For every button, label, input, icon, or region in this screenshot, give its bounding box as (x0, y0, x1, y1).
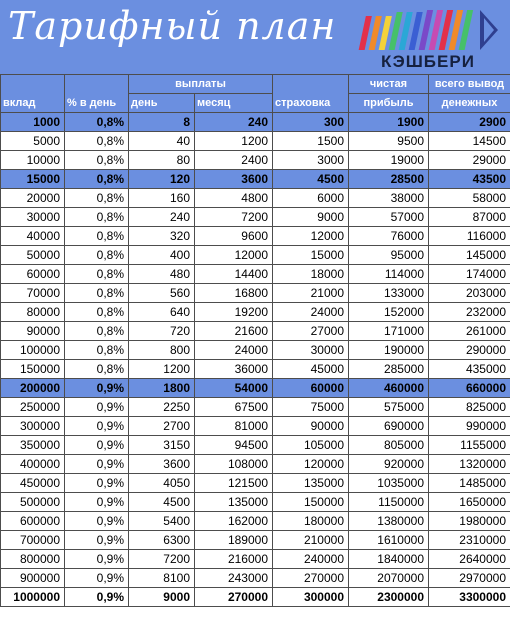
table-row (1, 170, 510, 189)
table-row (1, 208, 510, 227)
col-insurance-header: страховка (273, 75, 349, 113)
brand-logo (352, 6, 502, 72)
cell-day: 5400 (129, 512, 195, 531)
table-row (1, 151, 510, 170)
cell-net-profit: 19000 (349, 151, 429, 170)
cell-month: 7200 (195, 208, 273, 227)
cell-day: 8100 (129, 569, 195, 588)
cell-month: 240 (195, 113, 273, 132)
cell-deposit: 600000 (1, 512, 65, 531)
cell-deposit: 800000 (1, 550, 65, 569)
col-day-header: день (129, 94, 195, 113)
cell-net-profit: 575000 (349, 398, 429, 417)
cell-net-profit: 1610000 (349, 531, 429, 550)
cell-net-profit: 76000 (349, 227, 429, 246)
cell-day: 40 (129, 132, 195, 151)
table-row (1, 512, 510, 531)
cell-deposit: 1000000 (1, 588, 65, 607)
cell-percent: 0,8% (65, 246, 129, 265)
cell-total: 1155000 (429, 436, 510, 455)
cell-total: 29000 (429, 151, 510, 170)
table-row (1, 436, 510, 455)
cell-net-profit: 1380000 (349, 512, 429, 531)
cell-net-profit: 2070000 (349, 569, 429, 588)
cell-month: 243000 (195, 569, 273, 588)
cell-net-profit: 920000 (349, 455, 429, 474)
cell-deposit: 450000 (1, 474, 65, 493)
cell-deposit: 60000 (1, 265, 65, 284)
cell-deposit: 500000 (1, 493, 65, 512)
cell-month: 4800 (195, 189, 273, 208)
table-row (1, 379, 510, 398)
cell-net-profit: 190000 (349, 341, 429, 360)
cell-day: 1800 (129, 379, 195, 398)
cell-insurance: 30000 (273, 341, 349, 360)
cell-percent: 0,9% (65, 493, 129, 512)
cell-deposit: 900000 (1, 569, 65, 588)
cell-net-profit: 95000 (349, 246, 429, 265)
table-row (1, 569, 510, 588)
cell-total: 145000 (429, 246, 510, 265)
cell-total: 116000 (429, 227, 510, 246)
cell-total: 1320000 (429, 455, 510, 474)
cell-day: 800 (129, 341, 195, 360)
cell-deposit: 20000 (1, 189, 65, 208)
cell-net-profit: 690000 (349, 417, 429, 436)
cell-percent: 0,8% (65, 151, 129, 170)
col-payouts-group-header: выплаты (129, 75, 273, 94)
cell-month: 135000 (195, 493, 273, 512)
brand-name: КЭШБЕРИ (381, 52, 475, 71)
cell-total: 1485000 (429, 474, 510, 493)
cell-deposit: 200000 (1, 379, 65, 398)
cell-percent: 0,8% (65, 208, 129, 227)
col-percent-header: % в день (65, 75, 129, 113)
cell-insurance: 150000 (273, 493, 349, 512)
cell-net-profit: 1150000 (349, 493, 429, 512)
table-row (1, 113, 510, 132)
col-net-profit-header-line1: чистая (349, 75, 429, 94)
cell-insurance: 27000 (273, 322, 349, 341)
cell-insurance: 15000 (273, 246, 349, 265)
page-title: Тарифный план (8, 4, 337, 48)
cell-day: 6300 (129, 531, 195, 550)
cell-day: 480 (129, 265, 195, 284)
logo-mark-icon (352, 6, 502, 54)
cell-insurance: 300 (273, 113, 349, 132)
cell-month: 216000 (195, 550, 273, 569)
cell-percent: 0,8% (65, 113, 129, 132)
table-row (1, 493, 510, 512)
cell-percent: 0,9% (65, 569, 129, 588)
cell-total: 58000 (429, 189, 510, 208)
table-row (1, 531, 510, 550)
cell-day: 320 (129, 227, 195, 246)
cell-percent: 0,9% (65, 379, 129, 398)
cell-deposit: 80000 (1, 303, 65, 322)
cell-month: 121500 (195, 474, 273, 493)
cell-day: 4050 (129, 474, 195, 493)
cell-percent: 0,8% (65, 189, 129, 208)
cell-deposit: 15000 (1, 170, 65, 189)
cell-insurance: 75000 (273, 398, 349, 417)
cell-insurance: 210000 (273, 531, 349, 550)
cell-net-profit: 57000 (349, 208, 429, 227)
cell-net-profit: 152000 (349, 303, 429, 322)
cell-percent: 0,9% (65, 455, 129, 474)
cell-month: 67500 (195, 398, 273, 417)
cell-month: 94500 (195, 436, 273, 455)
cell-percent: 0,9% (65, 417, 129, 436)
cell-day: 3150 (129, 436, 195, 455)
cell-insurance: 300000 (273, 588, 349, 607)
cell-percent: 0,8% (65, 227, 129, 246)
cell-month: 19200 (195, 303, 273, 322)
cell-day: 80 (129, 151, 195, 170)
cell-month: 189000 (195, 531, 273, 550)
cell-insurance: 18000 (273, 265, 349, 284)
cell-net-profit: 805000 (349, 436, 429, 455)
cell-total: 825000 (429, 398, 510, 417)
cell-percent: 0,8% (65, 303, 129, 322)
cell-percent: 0,9% (65, 512, 129, 531)
cell-day: 7200 (129, 550, 195, 569)
table-row (1, 303, 510, 322)
cell-net-profit: 1840000 (349, 550, 429, 569)
cell-total: 261000 (429, 322, 510, 341)
cell-deposit: 250000 (1, 398, 65, 417)
cell-deposit: 30000 (1, 208, 65, 227)
cell-insurance: 45000 (273, 360, 349, 379)
col-total-header-line1: всего вывод (429, 75, 510, 94)
table-row (1, 398, 510, 417)
table-row (1, 360, 510, 379)
cell-percent: 0,9% (65, 531, 129, 550)
cell-month: 108000 (195, 455, 273, 474)
cell-insurance: 270000 (273, 569, 349, 588)
cell-month: 270000 (195, 588, 273, 607)
col-month-header: месяц (195, 94, 273, 113)
table-row (1, 132, 510, 151)
cell-day: 720 (129, 322, 195, 341)
cell-total: 87000 (429, 208, 510, 227)
cell-insurance: 105000 (273, 436, 349, 455)
cell-deposit: 50000 (1, 246, 65, 265)
table-row (1, 265, 510, 284)
table-row (1, 322, 510, 341)
cell-deposit: 1000 (1, 113, 65, 132)
table-body (1, 113, 510, 607)
header-banner (0, 0, 510, 74)
table-row (1, 189, 510, 208)
cell-month: 9600 (195, 227, 273, 246)
cell-deposit: 40000 (1, 227, 65, 246)
cell-month: 54000 (195, 379, 273, 398)
cell-insurance: 90000 (273, 417, 349, 436)
cell-net-profit: 114000 (349, 265, 429, 284)
tariff-table (0, 74, 510, 607)
table-row (1, 417, 510, 436)
cell-deposit: 70000 (1, 284, 65, 303)
cell-total: 660000 (429, 379, 510, 398)
cell-month: 36000 (195, 360, 273, 379)
cell-total: 203000 (429, 284, 510, 303)
cell-percent: 0,9% (65, 550, 129, 569)
cell-total: 1650000 (429, 493, 510, 512)
cell-total: 990000 (429, 417, 510, 436)
cell-insurance: 1500 (273, 132, 349, 151)
cell-month: 162000 (195, 512, 273, 531)
cell-total: 1980000 (429, 512, 510, 531)
cell-insurance: 9000 (273, 208, 349, 227)
cell-deposit: 100000 (1, 341, 65, 360)
cell-total: 2900 (429, 113, 510, 132)
cell-day: 2700 (129, 417, 195, 436)
cell-insurance: 12000 (273, 227, 349, 246)
cell-net-profit: 9500 (349, 132, 429, 151)
cell-insurance: 4500 (273, 170, 349, 189)
table-row (1, 341, 510, 360)
cell-total: 14500 (429, 132, 510, 151)
cell-percent: 0,9% (65, 474, 129, 493)
cell-insurance: 24000 (273, 303, 349, 322)
cell-month: 3600 (195, 170, 273, 189)
cell-net-profit: 133000 (349, 284, 429, 303)
cell-month: 81000 (195, 417, 273, 436)
cell-percent: 0,9% (65, 588, 129, 607)
table-row (1, 455, 510, 474)
cell-total: 290000 (429, 341, 510, 360)
cell-insurance: 21000 (273, 284, 349, 303)
cell-total: 2640000 (429, 550, 510, 569)
cell-percent: 0,8% (65, 170, 129, 189)
table-row (1, 284, 510, 303)
cell-total: 3300000 (429, 588, 510, 607)
cell-deposit: 150000 (1, 360, 65, 379)
cell-month: 2400 (195, 151, 273, 170)
cell-day: 400 (129, 246, 195, 265)
table-row (1, 588, 510, 607)
cell-deposit: 90000 (1, 322, 65, 341)
cell-day: 4500 (129, 493, 195, 512)
cell-percent: 0,9% (65, 398, 129, 417)
cell-day: 9000 (129, 588, 195, 607)
cell-day: 1200 (129, 360, 195, 379)
cell-net-profit: 38000 (349, 189, 429, 208)
cell-day: 240 (129, 208, 195, 227)
cell-deposit: 700000 (1, 531, 65, 550)
cell-day: 2250 (129, 398, 195, 417)
cell-day: 120 (129, 170, 195, 189)
cell-month: 21600 (195, 322, 273, 341)
col-deposit-header: вклад (1, 75, 65, 113)
cell-month: 14400 (195, 265, 273, 284)
cell-percent: 0,8% (65, 341, 129, 360)
cell-percent: 0,9% (65, 436, 129, 455)
cell-percent: 0,8% (65, 284, 129, 303)
cell-percent: 0,8% (65, 132, 129, 151)
cell-total: 232000 (429, 303, 510, 322)
cell-month: 16800 (195, 284, 273, 303)
cell-insurance: 180000 (273, 512, 349, 531)
cell-percent: 0,8% (65, 322, 129, 341)
cell-insurance: 135000 (273, 474, 349, 493)
cell-month: 1200 (195, 132, 273, 151)
cell-deposit: 400000 (1, 455, 65, 474)
cell-total: 435000 (429, 360, 510, 379)
cell-day: 560 (129, 284, 195, 303)
col-net-profit-header-line2: прибыль (349, 94, 429, 113)
cell-insurance: 60000 (273, 379, 349, 398)
cell-net-profit: 2300000 (349, 588, 429, 607)
cell-net-profit: 285000 (349, 360, 429, 379)
cell-day: 640 (129, 303, 195, 322)
cell-month: 24000 (195, 341, 273, 360)
cell-insurance: 6000 (273, 189, 349, 208)
cell-deposit: 10000 (1, 151, 65, 170)
cell-insurance: 3000 (273, 151, 349, 170)
cell-day: 3600 (129, 455, 195, 474)
table-row (1, 227, 510, 246)
cell-month: 12000 (195, 246, 273, 265)
cell-day: 8 (129, 113, 195, 132)
header-row-top (1, 75, 510, 94)
cell-total: 174000 (429, 265, 510, 284)
table-row (1, 246, 510, 265)
table-row (1, 550, 510, 569)
cell-total: 2310000 (429, 531, 510, 550)
col-total-header-line2: денежных (429, 94, 510, 113)
cell-net-profit: 1900 (349, 113, 429, 132)
cell-net-profit: 460000 (349, 379, 429, 398)
cell-net-profit: 1035000 (349, 474, 429, 493)
cell-net-profit: 28500 (349, 170, 429, 189)
table-row (1, 474, 510, 493)
cell-day: 160 (129, 189, 195, 208)
cell-total: 2970000 (429, 569, 510, 588)
cell-total: 43500 (429, 170, 510, 189)
cell-net-profit: 171000 (349, 322, 429, 341)
cell-deposit: 350000 (1, 436, 65, 455)
cell-insurance: 120000 (273, 455, 349, 474)
cell-percent: 0,8% (65, 360, 129, 379)
cell-deposit: 5000 (1, 132, 65, 151)
cell-deposit: 300000 (1, 417, 65, 436)
cell-insurance: 240000 (273, 550, 349, 569)
cell-percent: 0,8% (65, 265, 129, 284)
